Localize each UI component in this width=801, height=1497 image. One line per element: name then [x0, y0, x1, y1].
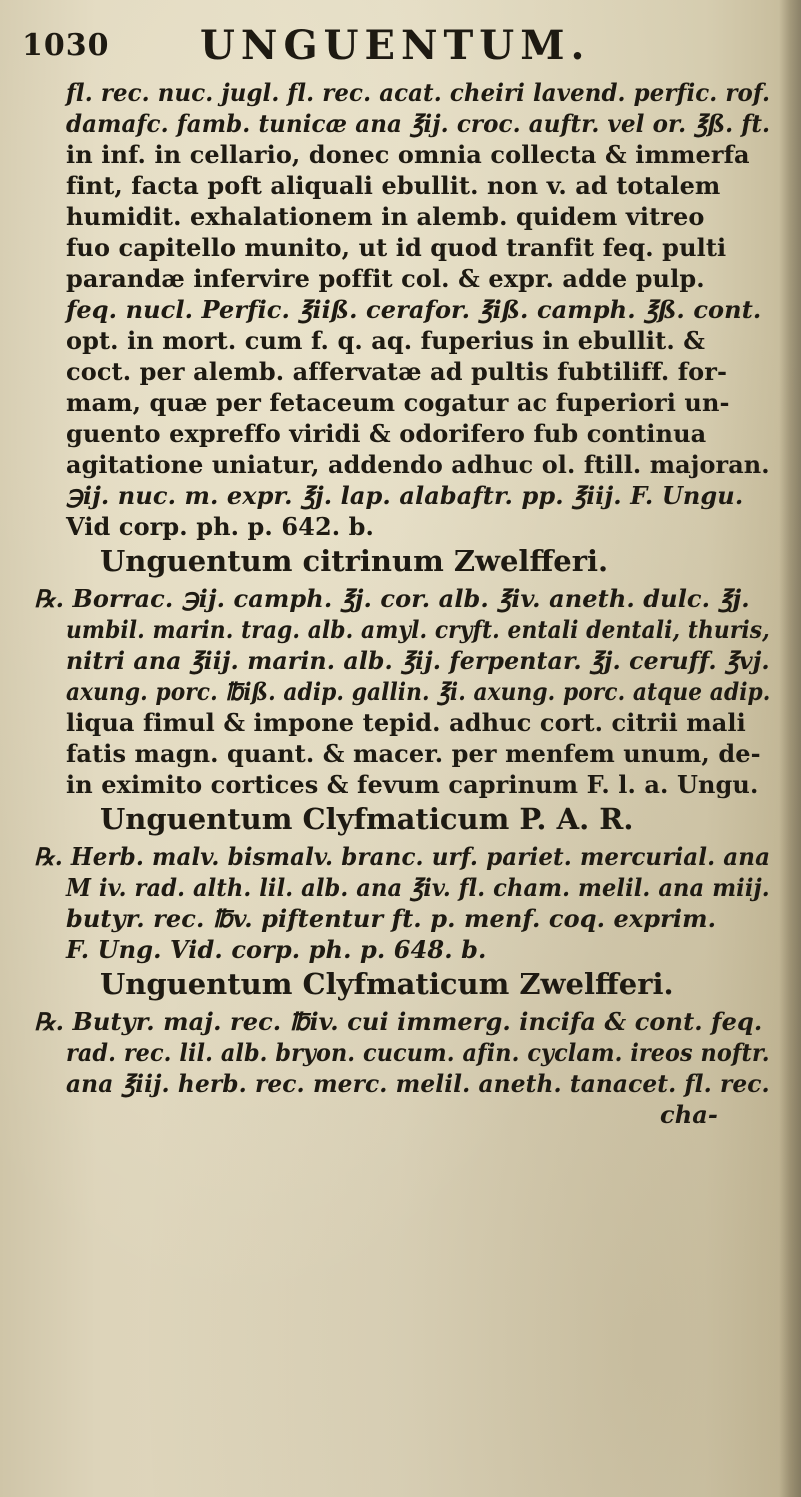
text-line: butyr. rec. ℔v. piftentur ft. p. menf. coq. exprim.	[66, 904, 717, 933]
text-line: axung. porc. ℔iß. adip. gallin. ℥i. axung. porc. atque adip.	[66, 677, 771, 706]
text-line: liqua fimul & impone tepid. adhuc cort. citrii mali	[66, 708, 746, 737]
text-line: nitri ana ℥iij. marin. alb. ℥ij. ferpentar. ℥j. ceruff. ℥vj.	[66, 646, 770, 675]
page-header	[22, 22, 762, 70]
text-line: fatis magn. quant. & macer. per menfem unum, de-	[66, 739, 761, 768]
text-line: parandæ infervire poffit col. & expr. adde pulp.	[66, 264, 705, 293]
section-heading: Unguentum Clyfmaticum Zwelfferi.	[100, 967, 674, 1001]
text-line: in inf. in cellario, donec omnia collecta & immerfa	[66, 140, 750, 169]
text-line: feq. nucl. Perfic. ℥iiß. cerafor. ℥iß. camph. ℥ß. cont.	[66, 295, 762, 324]
text-line: ℞. Herb. malv. bismalv. branc. urf. pariet. mercurial. ana	[34, 842, 771, 871]
text-line: guento expreffo viridi & odorifero fub continua	[66, 419, 707, 448]
text-line: damafc. famb. tunicæ ana ℥ij. croc. auftr. vel or. ℥ß. ft.	[66, 109, 771, 138]
text-line: fint, facta poft aliquali ebullit. non v. ad totalem	[66, 171, 721, 200]
text-line: rad. rec. lil. alb. bryon. cucum. afin. cyclam. ireos noftr.	[66, 1038, 770, 1067]
text-line: Vid corp. ph. p. 642. b.	[66, 512, 374, 541]
text-line: umbil. marin. trag. alb. amyl. cryft. entali dentali, thuris,	[66, 615, 770, 644]
text-line: fl. rec. nuc. jugl. fl. rec. acat. cheiri lavend. perfic. rof.	[66, 78, 771, 107]
section-heading: Unguentum Clyfmaticum P. A. R.	[100, 802, 634, 836]
text-line: coct. per alemb. affervatæ ad pultis fubtiliff. for-	[66, 357, 728, 386]
text-line: ℞. Butyr. maj. rec. ℔iv. cui immerg. incifa & cont. feq.	[34, 1007, 763, 1036]
text-line: ℈ij. nuc. m. expr. ℥j. lap. alabaftr. pp. ℥iij. F. Ungu.	[66, 481, 744, 510]
text-line: fuo capitello munito, ut id quod tranfit feq. pulti	[66, 233, 727, 262]
text-line: opt. in mort. cum f. q. aq. fuperius in ebullit. &	[66, 326, 706, 355]
catchword: cha-	[660, 1100, 718, 1129]
page-number: 1030	[22, 28, 110, 63]
text-line: ℞. Borrac. ℈ij. camph. ℥j. cor. alb. ℥iv. aneth. dulc. ℥j.	[34, 584, 750, 613]
text-line: ana ℥iij. herb. rec. merc. melil. aneth. tanacet. fl. rec.	[66, 1069, 770, 1098]
text-line: in eximito cortices & fevum caprinum F. l. a. Ungu.	[66, 770, 759, 799]
text-line: F. Ung. Vid. corp. ph. p. 648. b.	[66, 935, 487, 964]
text-line: mam, quæ per fetaceum cogatur ac fuperiori un-	[66, 388, 730, 417]
text-line: agitatione uniatur, addendo adhuc ol. ftill. majoran.	[66, 450, 770, 479]
text-line: humidit. exhalationem in alemb. quidem vitreo	[66, 202, 705, 231]
text-line: M iv. rad. alth. lil. alb. ana ℥iv. fl. cham. melil. ana miij.	[66, 873, 770, 902]
page-edge-shadow	[779, 0, 801, 1497]
section-heading: Unguentum citrinum Zwelfferi.	[100, 544, 609, 578]
running-title: UNGUENTUM.	[200, 22, 591, 69]
